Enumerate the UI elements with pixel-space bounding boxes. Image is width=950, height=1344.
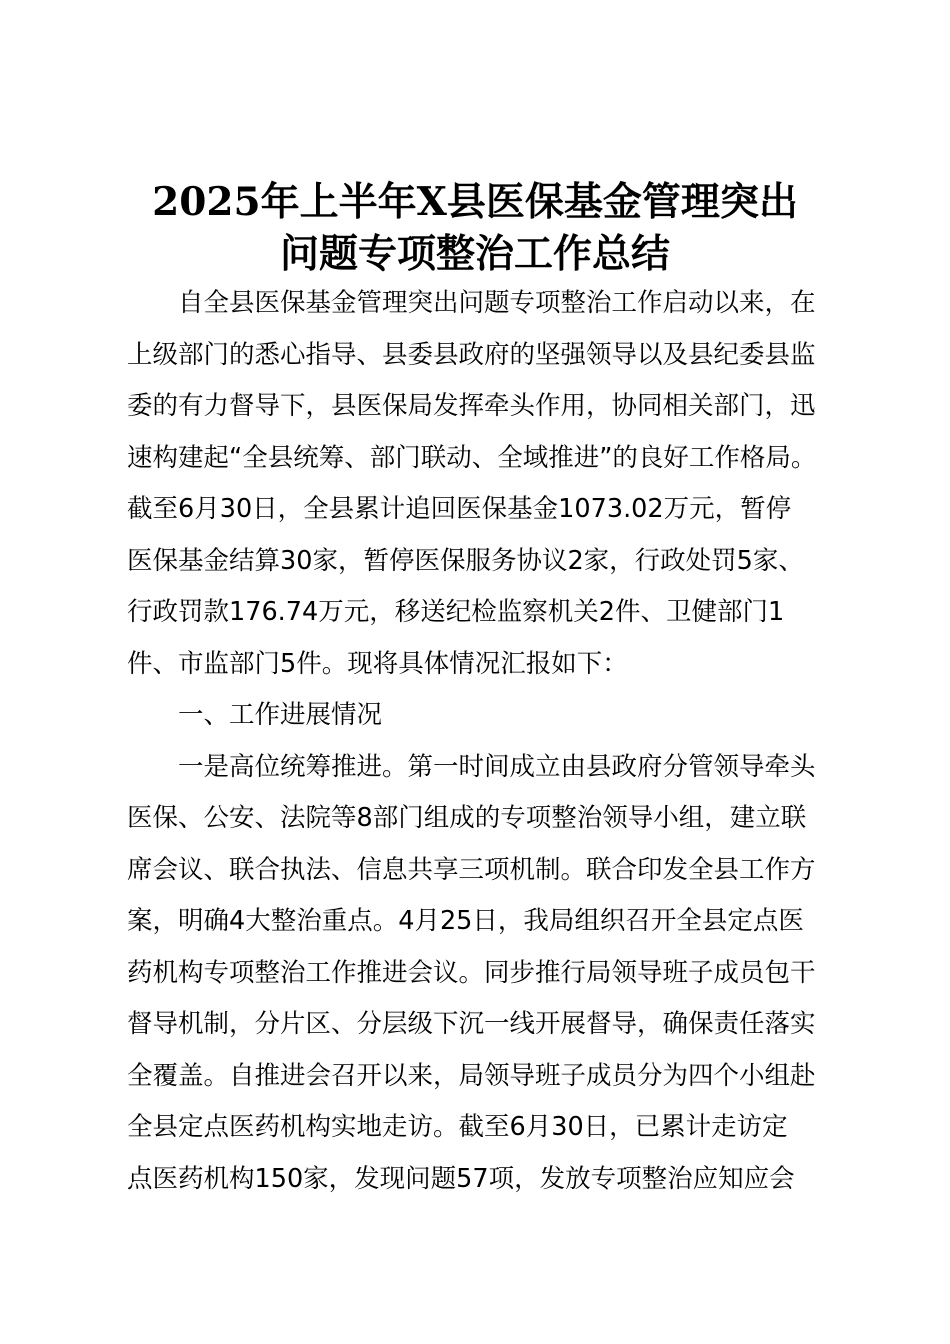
body-line: 件、市监部门5件。现将具体情况汇报如下： — [127, 649, 628, 679]
body-line: 全覆盖。自推进会召开以来，局领导班子成员分为四个小组赴 — [127, 1061, 816, 1091]
document-title — [100, 176, 850, 280]
body-line: 全县定点医药机构实地走访。截至6月30日，已累计走访定 — [127, 1112, 788, 1142]
body-line: 速构建起“全县统筹、部门联动、全域推进”的良好工作格局。 — [127, 443, 817, 473]
body-line: 案，明确4大整治重点。4月25日，我局组织召开全县定点医 — [127, 906, 804, 936]
body-line: 上级部门的悉心指导、县委县政府的坚强领导以及县纪委县监 — [127, 340, 816, 370]
body-line: 医保基金结算30家，暂停医保服务协议2家，行政处罚5家、 — [127, 546, 804, 576]
title-line-2: 问题专项整治工作总结 — [279, 231, 670, 277]
body-line: 药机构专项整治工作推进会议。同步推行局领导班子成员包干 — [127, 958, 816, 988]
section-heading: 一、工作进展情况 — [178, 700, 383, 730]
body-line: 席会议、联合执法、信息共享三项机制。联合印发全县工作方 — [127, 855, 816, 885]
body-line: 委的有力督导下，县医保局发挥牵头作用，协同相关部门，迅 — [127, 391, 816, 421]
body-line: 自全县医保基金管理突出问题专项整治工作启动以来，在 — [178, 288, 816, 318]
body-line: 截至6月30日，全县累计追回医保基金1073.02万元，暂停 — [127, 494, 792, 524]
body-line: 医保、公安、法院等8部门组成的专项整治领导小组，建立联 — [127, 803, 807, 833]
body-line: 点医药机构150家，发现问题57项，发放专项整治应知应会 — [127, 1164, 795, 1194]
body-line: 一是高位统筹推进。第一时间成立由县政府分管领导牵头 — [178, 752, 816, 782]
body-line: 行政罚款176.74万元，移送纪检监察机关2件、卫健部门1 — [127, 597, 785, 627]
body-line: 督导机制，分片区、分层级下沉一线开展督导，确保责任落实 — [127, 1009, 816, 1039]
title-line-1: 2025年上半年X县医保基金管理突出 — [152, 179, 798, 225]
